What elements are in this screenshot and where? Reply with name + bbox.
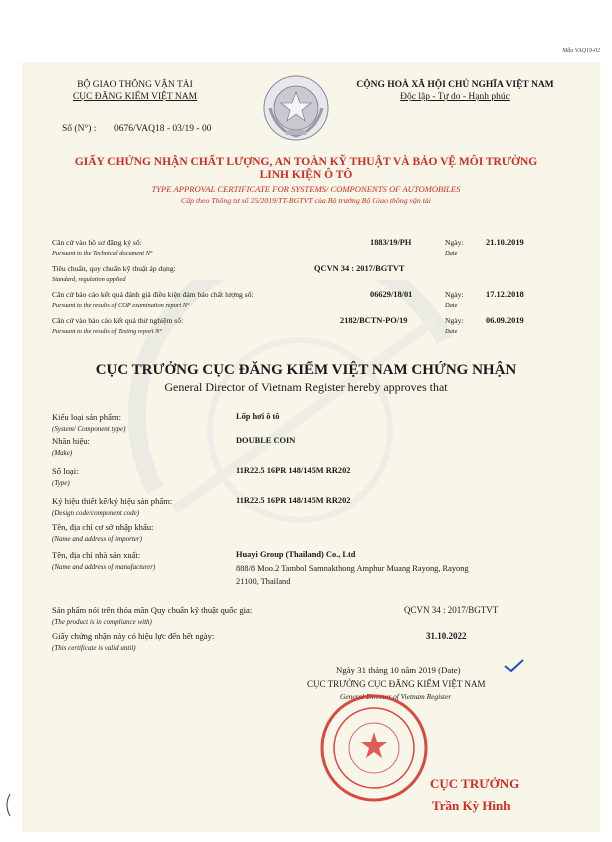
signing-authority-en: General Director of Vietnam Register	[340, 692, 452, 701]
manufacturer-address-line1: 888/8 Moo.2 Tambol Samnakthong Amphur Muang Rayong, Rayong	[236, 564, 469, 573]
national-motto: Độc lập - Tự do - Hạnh phúc	[400, 92, 510, 102]
checkmark-icon	[503, 658, 525, 674]
test-report-label: Căn cứ vào báo cáo kết quả thử nghiệm số:	[52, 316, 184, 325]
certificate-title-vn-line2: LINH KIỆN Ô TÔ	[259, 169, 353, 181]
standard-label: Tiêu chuẩn, quy chuẩn kỹ thuật áp dụng:	[52, 264, 176, 273]
make-value: DOUBLE COIN	[236, 436, 296, 445]
certificate-title-vn: GIẤY CHỨNG NHẬN CHẤT LƯỢNG, AN TOÀN KỸ THUẬT VÀ BẢO VỆ MÔI TRƯỜNG	[74, 156, 538, 168]
official-seal-icon	[318, 692, 430, 804]
signing-date: Ngày 31 tháng 10 năm 2019 (Date)	[336, 665, 461, 675]
compliance-value: QCVN 34 : 2017/BGTVT	[404, 605, 499, 615]
cop-number: 06629/18/01	[370, 290, 413, 299]
make-label: Nhãn hiệu:	[52, 436, 90, 446]
issued-under-circular: Cấp theo Thông tư số 25/2019/TT-BGTVT của Bộ trưởng Bộ Giao thông vận tải	[181, 196, 431, 205]
approval-heading-vn: CỤC TRƯỞNG CỤC ĐĂNG KIỂM VIỆT NAM CHỨNG NHẬN	[95, 362, 517, 378]
type-value: 11R22.5 16PR 148/145M RR202	[236, 466, 351, 475]
make-label-en: (Make)	[52, 449, 73, 457]
registration-date: 21.10.2019	[486, 238, 524, 247]
validity-label-en: (This certificate is valid until)	[52, 644, 136, 652]
cop-label-en: Pursuant to the results of COP examination report N°	[52, 302, 190, 309]
certificate-number-label: Số (N°) :	[62, 124, 97, 134]
validity-label: Giấy chứng nhận này có hiệu lực đến hết ngày:	[52, 631, 215, 641]
compliance-label-en: (The product is in compliance with)	[52, 618, 152, 626]
standard-label-en: Standard, regulation applied	[52, 276, 126, 283]
national-emblem-icon	[262, 74, 330, 142]
importer-label-en: (Name and address of importer)	[52, 535, 142, 543]
signer-title: CỤC TRƯỞNG	[430, 776, 520, 791]
component-type-label-en: (System/ Component type)	[52, 425, 126, 433]
form-code: Mẫu VAQ19-02	[562, 48, 600, 54]
manufacturer-address-line2: 21100, Thailand	[236, 577, 291, 586]
standard-value: QCVN 34 : 2017/BGTVT	[314, 264, 405, 273]
design-code-label: Ký hiệu thiết kế/ký hiệu sản phẩm:	[52, 496, 173, 506]
test-report-label-en: Pursuant to the results of Testing report N°	[52, 328, 162, 335]
test-report-date-label-en: Date	[445, 328, 458, 335]
manufacturer-label: Tên, địa chỉ nhà sản xuất:	[52, 550, 141, 560]
cop-date-label: Ngày:	[445, 290, 464, 299]
cop-label: Căn cứ báo cáo kết quả đánh giá điều kiện đảm bảo chất lượng số:	[52, 290, 254, 299]
registration-label: Căn cứ vào hồ sơ đăng ký số:	[52, 238, 142, 247]
agency-name: CỤC ĐĂNG KIỂM VIỆT NAM	[72, 92, 198, 102]
registration-label-en: Pursuant to the Technical document N°	[52, 250, 153, 257]
registration-date-label-en: Date	[445, 250, 458, 257]
type-label-en: (Type)	[52, 479, 70, 487]
validity-date: 31.10.2022	[426, 631, 467, 641]
type-label: Số loại:	[52, 466, 79, 476]
cop-date-label-en: Date	[445, 302, 458, 309]
registration-number: 1883/19/PH	[370, 238, 412, 247]
manufacturer-name: Huayi Group (Thailand) Co., Ltd	[236, 550, 356, 559]
test-report-date-label: Ngày:	[445, 316, 464, 325]
test-report-date: 06.09.2019	[486, 316, 524, 325]
signer-name: Trần Kỳ Hình	[432, 798, 511, 813]
design-code-label-en: (Design code/component code)	[52, 509, 140, 517]
republic-name: CỘNG HOÀ XÃ HỘI CHỦ NGHĨA VIỆT NAM	[356, 80, 554, 90]
scan-edge-mark-icon	[2, 792, 12, 818]
registration-date-label: Ngày:	[445, 238, 464, 247]
test-report-number: 2182/BCTN-PO/19	[340, 316, 408, 325]
importer-label: Tên, địa chỉ cơ sở nhập khẩu:	[52, 522, 154, 532]
cop-date: 17.12.2018	[486, 290, 524, 299]
component-type-label: Kiểu loại sản phẩm:	[52, 412, 121, 422]
ministry-name: BỘ GIAO THÔNG VẬN TẢI	[77, 80, 193, 90]
design-code-value: 11R22.5 16PR 148/145M RR202	[236, 496, 351, 505]
approval-heading-en: General Director of Vietnam Register hereby approves that	[164, 380, 448, 394]
certificate-number: 0676/VAQ18 - 03/19 - 00	[114, 124, 212, 134]
signing-authority-vn: CỤC TRƯỞNG CỤC ĐĂNG KIỂM VIỆT NAM	[307, 679, 486, 689]
manufacturer-label-en: (Name and address of manufacturer)	[52, 563, 156, 571]
component-type: Lốp hơi ô tô	[236, 412, 280, 421]
compliance-label: Sản phẩm nói trên thỏa mãn Quy chuẩn kỹ thuật quốc gia:	[52, 605, 253, 615]
certificate-title-en: TYPE APPROVAL CERTIFICATE FOR SYSTEMS/ COMPONENTS OF AUTOMOBILES	[151, 184, 461, 194]
